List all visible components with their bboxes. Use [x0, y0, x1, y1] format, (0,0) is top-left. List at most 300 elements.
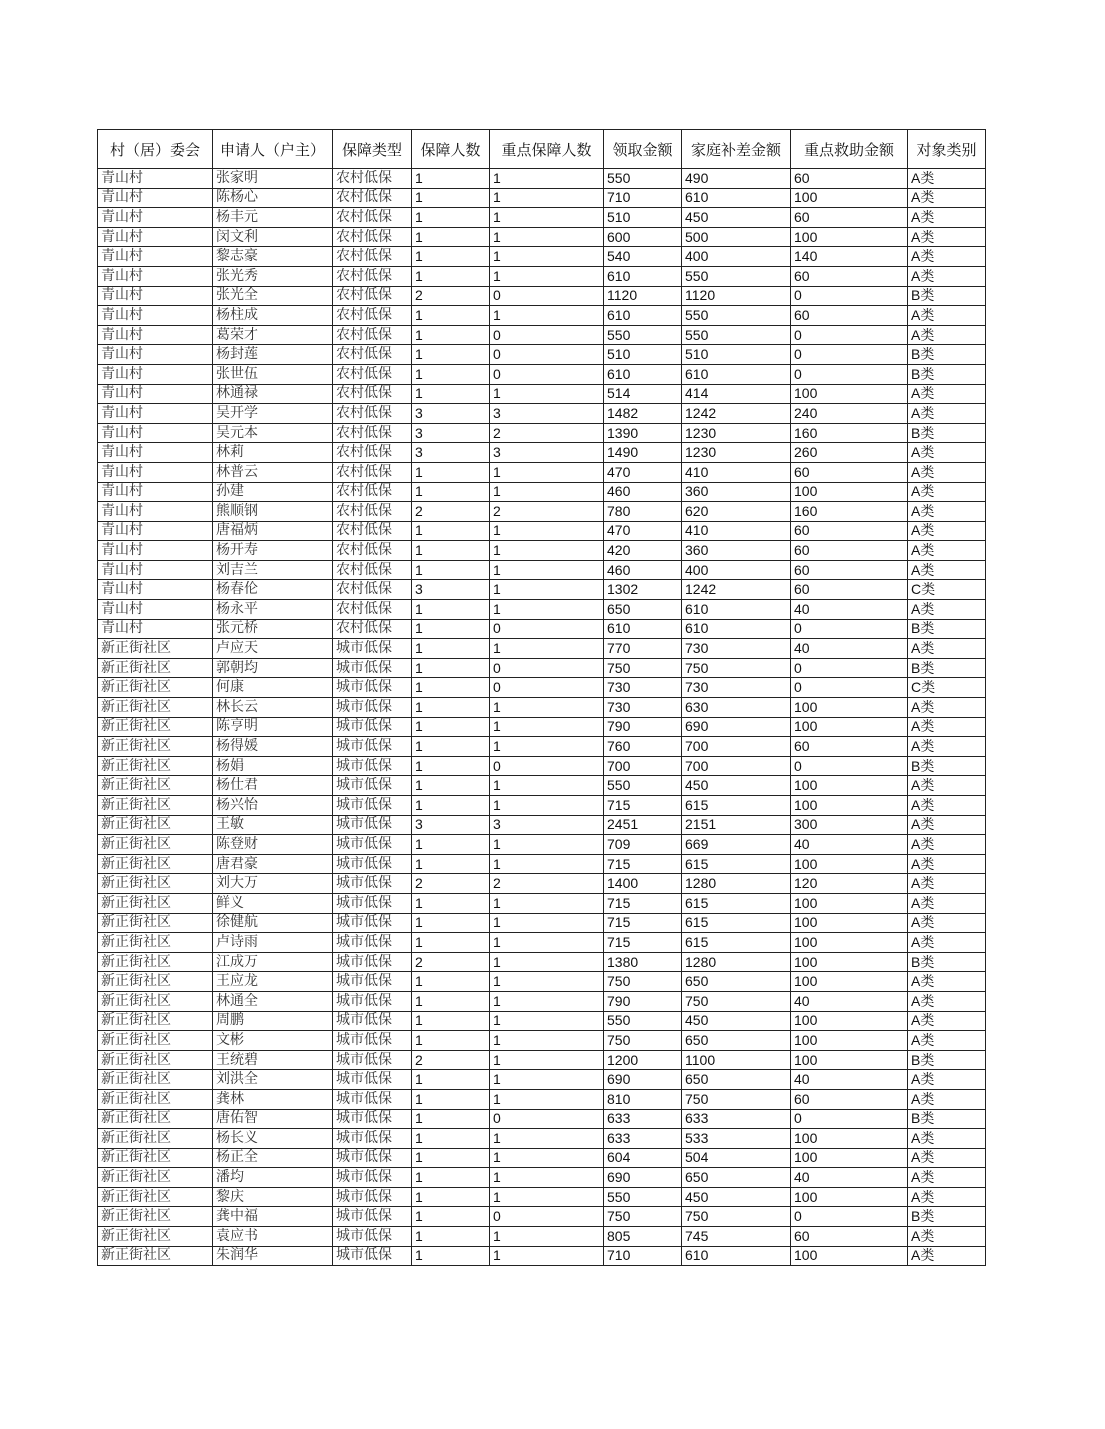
cell-covered-persons: 1: [412, 247, 490, 267]
cell-key-relief-amount: 40: [791, 835, 908, 855]
cell-key-covered-persons: 1: [490, 1011, 604, 1031]
cell-committee: 青山村: [98, 247, 213, 267]
table-row: [98, 1129, 986, 1149]
cell-assistance-type: 城市低保: [333, 933, 412, 953]
cell-family-subsidy: 630: [682, 698, 791, 718]
cell-key-relief-amount: 60: [791, 306, 908, 326]
table-row: [98, 1050, 986, 1070]
cell-covered-persons: 1: [412, 541, 490, 561]
cell-category: A类: [908, 266, 986, 286]
cell-applicant: 唐福炳: [213, 521, 333, 541]
cell-applicant: 闵文利: [213, 227, 333, 247]
cell-assistance-type: 农村低保: [333, 560, 412, 580]
cell-applicant: 林通全: [213, 991, 333, 1011]
cell-covered-persons: 1: [412, 1109, 490, 1129]
cell-key-relief-amount: 100: [791, 1129, 908, 1149]
cell-category: A类: [908, 835, 986, 855]
cell-committee: 新正街社区: [98, 815, 213, 835]
cell-committee: 青山村: [98, 482, 213, 502]
cell-committee: 新正街社区: [98, 1227, 213, 1247]
cell-family-subsidy: 400: [682, 247, 791, 267]
table-row: [98, 991, 986, 1011]
cell-covered-persons: 1: [412, 345, 490, 365]
cell-key-relief-amount: 60: [791, 1089, 908, 1109]
cell-key-relief-amount: 60: [791, 580, 908, 600]
cell-committee: 新正街社区: [98, 737, 213, 757]
cell-applicant: 张元桥: [213, 619, 333, 639]
cell-committee: 青山村: [98, 364, 213, 384]
table-row: [98, 619, 986, 639]
cell-category: B类: [908, 286, 986, 306]
cell-applicant: 唐君豪: [213, 854, 333, 874]
cell-assistance-type: 农村低保: [333, 188, 412, 208]
table-row: [98, 1168, 986, 1188]
cell-key-covered-persons: 1: [490, 1050, 604, 1070]
cell-amount-received: 715: [604, 913, 682, 933]
cell-committee: 新正街社区: [98, 854, 213, 874]
cell-committee: 青山村: [98, 423, 213, 443]
cell-covered-persons: 1: [412, 893, 490, 913]
cell-applicant: 孙建: [213, 482, 333, 502]
cell-key-relief-amount: 60: [791, 1227, 908, 1247]
cell-key-relief-amount: 40: [791, 1168, 908, 1188]
cell-key-relief-amount: 40: [791, 1070, 908, 1090]
cell-applicant: 林莉: [213, 443, 333, 463]
cell-category: B类: [908, 1207, 986, 1227]
cell-key-covered-persons: 1: [490, 1187, 604, 1207]
cell-committee: 新正街社区: [98, 639, 213, 659]
cell-amount-received: 690: [604, 1168, 682, 1188]
cell-category: A类: [908, 1070, 986, 1090]
table-row: [98, 756, 986, 776]
cell-key-covered-persons: 1: [490, 208, 604, 228]
cell-key-covered-persons: 0: [490, 1207, 604, 1227]
cell-key-covered-persons: 1: [490, 1070, 604, 1090]
cell-covered-persons: 1: [412, 1148, 490, 1168]
cell-amount-received: 1490: [604, 443, 682, 463]
cell-committee: 青山村: [98, 306, 213, 326]
cell-key-relief-amount: 100: [791, 776, 908, 796]
cell-category: A类: [908, 502, 986, 522]
cell-assistance-type: 城市低保: [333, 952, 412, 972]
cell-covered-persons: 1: [412, 678, 490, 698]
cell-assistance-type: 城市低保: [333, 737, 412, 757]
table-row: [98, 1070, 986, 1090]
cell-amount-received: 750: [604, 658, 682, 678]
cell-key-covered-persons: 1: [490, 1227, 604, 1247]
cell-amount-received: 1482: [604, 404, 682, 424]
cell-assistance-type: 城市低保: [333, 1246, 412, 1266]
table-row: [98, 227, 986, 247]
cell-key-covered-persons: 1: [490, 560, 604, 580]
cell-key-covered-persons: 2: [490, 423, 604, 443]
cell-key-relief-amount: 60: [791, 266, 908, 286]
cell-key-relief-amount: 100: [791, 717, 908, 737]
cell-category: A类: [908, 462, 986, 482]
cell-covered-persons: 1: [412, 1011, 490, 1031]
cell-assistance-type: 城市低保: [333, 854, 412, 874]
cell-key-covered-persons: 1: [490, 893, 604, 913]
cell-applicant: 杨仕君: [213, 776, 333, 796]
cell-covered-persons: 1: [412, 717, 490, 737]
cell-amount-received: 700: [604, 756, 682, 776]
cell-amount-received: 550: [604, 325, 682, 345]
cell-family-subsidy: 410: [682, 462, 791, 482]
cell-key-relief-amount: 100: [791, 952, 908, 972]
cell-category: A类: [908, 521, 986, 541]
cell-amount-received: 710: [604, 1246, 682, 1266]
cell-applicant: 何康: [213, 678, 333, 698]
cell-covered-persons: 3: [412, 580, 490, 600]
table-row: [98, 1089, 986, 1109]
table-row: [98, 345, 986, 365]
cell-key-covered-persons: 0: [490, 364, 604, 384]
table-row: [98, 188, 986, 208]
cell-applicant: 张家明: [213, 169, 333, 189]
cell-assistance-type: 农村低保: [333, 266, 412, 286]
cell-category: A类: [908, 1148, 986, 1168]
cell-amount-received: 1120: [604, 286, 682, 306]
cell-applicant: 徐健航: [213, 913, 333, 933]
cell-family-subsidy: 1280: [682, 952, 791, 972]
cell-key-covered-persons: 0: [490, 286, 604, 306]
cell-applicant: 杨丰元: [213, 208, 333, 228]
cell-category: A类: [908, 1031, 986, 1051]
cell-covered-persons: 1: [412, 1089, 490, 1109]
cell-amount-received: 715: [604, 854, 682, 874]
column-header-covered-persons: 保障人数: [412, 130, 490, 169]
cell-assistance-type: 农村低保: [333, 423, 412, 443]
cell-key-relief-amount: 0: [791, 658, 908, 678]
cell-applicant: 龚林: [213, 1089, 333, 1109]
cell-family-subsidy: 550: [682, 266, 791, 286]
cell-family-subsidy: 450: [682, 1187, 791, 1207]
cell-family-subsidy: 360: [682, 482, 791, 502]
cell-key-relief-amount: 100: [791, 972, 908, 992]
cell-applicant: 张世伍: [213, 364, 333, 384]
cell-category: A类: [908, 560, 986, 580]
cell-covered-persons: 1: [412, 1070, 490, 1090]
cell-covered-persons: 1: [412, 639, 490, 659]
cell-covered-persons: 3: [412, 423, 490, 443]
cell-committee: 新正街社区: [98, 933, 213, 953]
cell-key-relief-amount: 100: [791, 698, 908, 718]
cell-category: A类: [908, 874, 986, 894]
cell-assistance-type: 城市低保: [333, 1011, 412, 1031]
cell-amount-received: 610: [604, 306, 682, 326]
cell-assistance-type: 城市低保: [333, 776, 412, 796]
cell-covered-persons: 1: [412, 266, 490, 286]
cell-committee: 青山村: [98, 502, 213, 522]
cell-family-subsidy: 1280: [682, 874, 791, 894]
table-row: [98, 1207, 986, 1227]
cell-key-covered-persons: 1: [490, 1129, 604, 1149]
cell-key-covered-persons: 0: [490, 658, 604, 678]
cell-covered-persons: 2: [412, 286, 490, 306]
cell-covered-persons: 1: [412, 776, 490, 796]
cell-assistance-type: 城市低保: [333, 893, 412, 913]
cell-key-relief-amount: 40: [791, 991, 908, 1011]
cell-assistance-type: 城市低保: [333, 913, 412, 933]
cell-covered-persons: 2: [412, 502, 490, 522]
cell-key-covered-persons: 1: [490, 266, 604, 286]
table-row: [98, 462, 986, 482]
cell-category: A类: [908, 698, 986, 718]
cell-applicant: 黎庆: [213, 1187, 333, 1207]
cell-category: A类: [908, 991, 986, 1011]
cell-key-relief-amount: 40: [791, 639, 908, 659]
cell-amount-received: 460: [604, 482, 682, 502]
cell-committee: 新正街社区: [98, 913, 213, 933]
cell-category: A类: [908, 776, 986, 796]
cell-key-covered-persons: 1: [490, 1168, 604, 1188]
cell-assistance-type: 城市低保: [333, 1129, 412, 1149]
cell-key-relief-amount: 100: [791, 227, 908, 247]
cell-category: A类: [908, 208, 986, 228]
cell-family-subsidy: 450: [682, 208, 791, 228]
table-row: [98, 169, 986, 189]
cell-assistance-type: 城市低保: [333, 1050, 412, 1070]
cell-amount-received: 550: [604, 776, 682, 796]
cell-applicant: 卢应天: [213, 639, 333, 659]
cell-family-subsidy: 669: [682, 835, 791, 855]
cell-amount-received: 470: [604, 462, 682, 482]
column-header-category: 对象类别: [908, 130, 986, 169]
cell-family-subsidy: 750: [682, 1207, 791, 1227]
cell-applicant: 郭朝均: [213, 658, 333, 678]
cell-family-subsidy: 750: [682, 1089, 791, 1109]
cell-key-covered-persons: 0: [490, 756, 604, 776]
cell-key-covered-persons: 0: [490, 345, 604, 365]
cell-key-relief-amount: 160: [791, 502, 908, 522]
cell-covered-persons: 1: [412, 1207, 490, 1227]
cell-category: A类: [908, 933, 986, 953]
cell-category: C类: [908, 580, 986, 600]
cell-key-covered-persons: 3: [490, 404, 604, 424]
cell-key-relief-amount: 100: [791, 933, 908, 953]
table-row: [98, 1187, 986, 1207]
cell-key-relief-amount: 60: [791, 560, 908, 580]
cell-amount-received: 770: [604, 639, 682, 659]
cell-category: B类: [908, 952, 986, 972]
cell-amount-received: 610: [604, 266, 682, 286]
cell-key-covered-persons: 1: [490, 247, 604, 267]
cell-key-covered-persons: 1: [490, 1031, 604, 1051]
table-row: [98, 776, 986, 796]
cell-key-covered-persons: 0: [490, 678, 604, 698]
cell-applicant: 朱润华: [213, 1246, 333, 1266]
cell-assistance-type: 城市低保: [333, 658, 412, 678]
cell-amount-received: 550: [604, 169, 682, 189]
cell-category: A类: [908, 717, 986, 737]
cell-family-subsidy: 620: [682, 502, 791, 522]
column-header-assistance-type: 保障类型: [333, 130, 412, 169]
cell-category: A类: [908, 404, 986, 424]
cell-key-covered-persons: 1: [490, 776, 604, 796]
cell-covered-persons: 1: [412, 796, 490, 816]
cell-family-subsidy: 490: [682, 169, 791, 189]
cell-category: A类: [908, 1246, 986, 1266]
column-header-key-covered-persons: 重点保障人数: [490, 130, 604, 169]
cell-key-covered-persons: 1: [490, 913, 604, 933]
cell-category: C类: [908, 678, 986, 698]
cell-committee: 青山村: [98, 580, 213, 600]
cell-amount-received: 550: [604, 1187, 682, 1207]
cell-key-covered-persons: 1: [490, 462, 604, 482]
cell-key-covered-persons: 1: [490, 1148, 604, 1168]
table-row: [98, 286, 986, 306]
cell-amount-received: 470: [604, 521, 682, 541]
cell-covered-persons: 1: [412, 325, 490, 345]
cell-key-covered-persons: 0: [490, 619, 604, 639]
cell-covered-persons: 1: [412, 991, 490, 1011]
table-header: [98, 130, 986, 169]
table-row: [98, 364, 986, 384]
table-row: [98, 482, 986, 502]
cell-committee: 新正街社区: [98, 658, 213, 678]
cell-key-covered-persons: 1: [490, 541, 604, 561]
cell-category: B类: [908, 345, 986, 365]
cell-family-subsidy: 1230: [682, 443, 791, 463]
cell-category: B类: [908, 658, 986, 678]
cell-amount-received: 730: [604, 678, 682, 698]
cell-key-relief-amount: 60: [791, 462, 908, 482]
cell-key-relief-amount: 140: [791, 247, 908, 267]
cell-committee: 青山村: [98, 521, 213, 541]
cell-key-covered-persons: 1: [490, 482, 604, 502]
cell-assistance-type: 城市低保: [333, 1070, 412, 1090]
cell-committee: 新正街社区: [98, 698, 213, 718]
cell-assistance-type: 农村低保: [333, 600, 412, 620]
table-row: [98, 423, 986, 443]
cell-family-subsidy: 650: [682, 972, 791, 992]
cell-category: A类: [908, 188, 986, 208]
cell-covered-persons: 1: [412, 658, 490, 678]
table-row: [98, 796, 986, 816]
cell-category: A类: [908, 1168, 986, 1188]
cell-committee: 新正街社区: [98, 1031, 213, 1051]
cell-amount-received: 1400: [604, 874, 682, 894]
cell-key-relief-amount: 100: [791, 796, 908, 816]
cell-family-subsidy: 360: [682, 541, 791, 561]
cell-assistance-type: 农村低保: [333, 443, 412, 463]
cell-applicant: 杨得媛: [213, 737, 333, 757]
cell-amount-received: 750: [604, 1031, 682, 1051]
cell-assistance-type: 城市低保: [333, 756, 412, 776]
cell-applicant: 王应龙: [213, 972, 333, 992]
cell-covered-persons: 2: [412, 1050, 490, 1070]
cell-category: A类: [908, 1089, 986, 1109]
table-row: [98, 541, 986, 561]
cell-covered-persons: 1: [412, 208, 490, 228]
cell-key-relief-amount: 100: [791, 188, 908, 208]
cell-assistance-type: 城市低保: [333, 796, 412, 816]
cell-assistance-type: 城市低保: [333, 717, 412, 737]
cell-applicant: 张光全: [213, 286, 333, 306]
cell-applicant: 文彬: [213, 1031, 333, 1051]
cell-amount-received: 780: [604, 502, 682, 522]
cell-family-subsidy: 2151: [682, 815, 791, 835]
cell-key-covered-persons: 1: [490, 639, 604, 659]
cell-key-covered-persons: 1: [490, 169, 604, 189]
cell-committee: 新正街社区: [98, 1011, 213, 1031]
cell-key-relief-amount: 100: [791, 1031, 908, 1051]
table-row: [98, 247, 986, 267]
cell-assistance-type: 农村低保: [333, 306, 412, 326]
cell-category: A类: [908, 384, 986, 404]
cell-applicant: 陈杨心: [213, 188, 333, 208]
cell-committee: 青山村: [98, 384, 213, 404]
cell-applicant: 林长云: [213, 698, 333, 718]
cell-assistance-type: 农村低保: [333, 580, 412, 600]
cell-assistance-type: 农村低保: [333, 345, 412, 365]
table-row: [98, 208, 986, 228]
cell-amount-received: 604: [604, 1148, 682, 1168]
cell-key-relief-amount: 0: [791, 286, 908, 306]
table-row: [98, 521, 986, 541]
table-row: [98, 1246, 986, 1266]
table-row: [98, 737, 986, 757]
cell-assistance-type: 农村低保: [333, 502, 412, 522]
table-row: [98, 835, 986, 855]
table-row: [98, 600, 986, 620]
cell-category: B类: [908, 423, 986, 443]
cell-family-subsidy: 1230: [682, 423, 791, 443]
cell-covered-persons: 1: [412, 600, 490, 620]
cell-family-subsidy: 510: [682, 345, 791, 365]
cell-amount-received: 810: [604, 1089, 682, 1109]
table-row: [98, 1109, 986, 1129]
cell-committee: 新正街社区: [98, 1168, 213, 1188]
cell-key-relief-amount: 100: [791, 1187, 908, 1207]
cell-applicant: 林通禄: [213, 384, 333, 404]
cell-amount-received: 460: [604, 560, 682, 580]
cell-committee: 青山村: [98, 404, 213, 424]
cell-applicant: 袁应书: [213, 1227, 333, 1247]
cell-key-relief-amount: 60: [791, 737, 908, 757]
cell-family-subsidy: 690: [682, 717, 791, 737]
cell-committee: 青山村: [98, 560, 213, 580]
cell-committee: 青山村: [98, 541, 213, 561]
cell-assistance-type: 城市低保: [333, 698, 412, 718]
cell-category: A类: [908, 854, 986, 874]
cell-applicant: 杨长义: [213, 1129, 333, 1149]
cell-category: A类: [908, 227, 986, 247]
cell-committee: 新正街社区: [98, 972, 213, 992]
table-row: [98, 658, 986, 678]
table-row: [98, 404, 986, 424]
cell-amount-received: 750: [604, 972, 682, 992]
cell-committee: 青山村: [98, 600, 213, 620]
cell-category: B类: [908, 619, 986, 639]
cell-applicant: 王统碧: [213, 1050, 333, 1070]
cell-committee: 新正街社区: [98, 1148, 213, 1168]
cell-family-subsidy: 750: [682, 658, 791, 678]
cell-applicant: 葛荣才: [213, 325, 333, 345]
cell-family-subsidy: 745: [682, 1227, 791, 1247]
cell-key-relief-amount: 0: [791, 678, 908, 698]
cell-committee: 青山村: [98, 619, 213, 639]
cell-amount-received: 730: [604, 698, 682, 718]
cell-committee: 新正街社区: [98, 893, 213, 913]
cell-covered-persons: 1: [412, 854, 490, 874]
cell-applicant: 周鹏: [213, 1011, 333, 1031]
cell-assistance-type: 农村低保: [333, 404, 412, 424]
cell-applicant: 卢诗雨: [213, 933, 333, 953]
cell-key-relief-amount: 0: [791, 1207, 908, 1227]
cell-family-subsidy: 615: [682, 854, 791, 874]
cell-key-covered-persons: 1: [490, 306, 604, 326]
